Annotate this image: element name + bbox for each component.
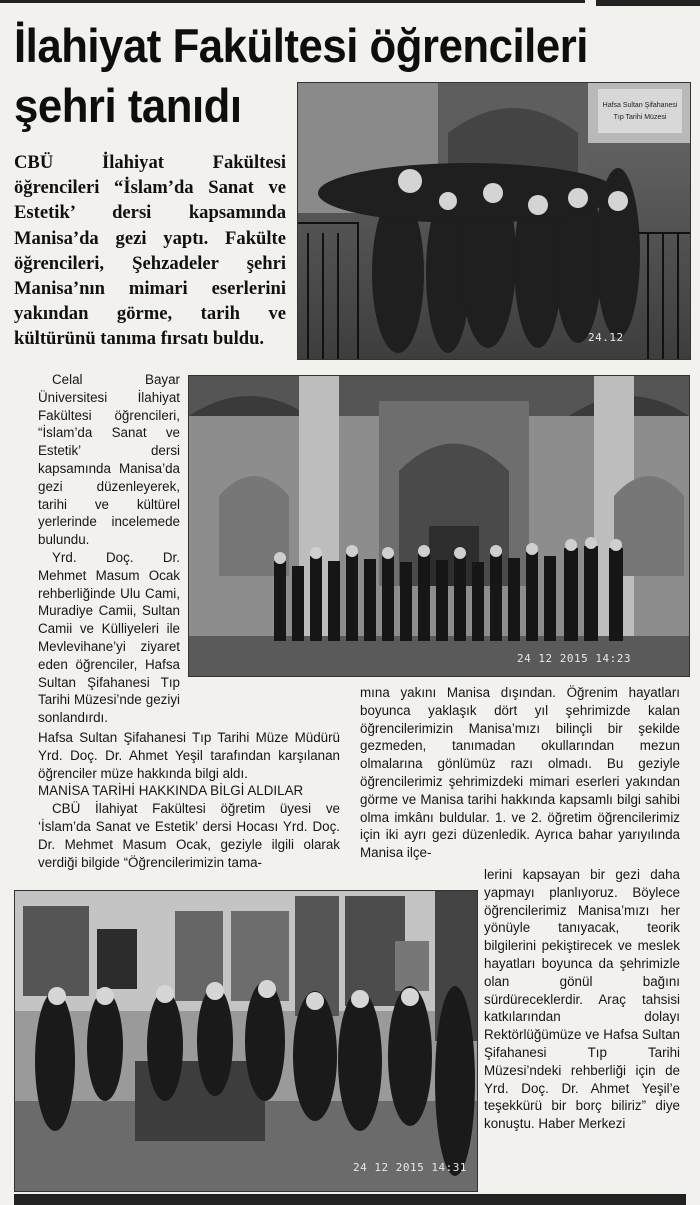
photo-museum-interior-graphic: [15, 891, 477, 1191]
photo3-timestamp: 24 12 2015 14:31: [353, 1161, 467, 1174]
paragraph-4: CBÜ İlahiyat Fakültesi öğretim üyesi ve ‘İslam’da Sanat ve Estetik’ dersi Hocası Yrd. Doç. Dr. Mehmet Masum Ocak, geziyle ilgili olarak verdiği bilgide “Öğrencilerimizin tama-: [38, 801, 340, 870]
photo-mosque-facade-graphic: [189, 376, 689, 676]
photo-museum-interior: [14, 890, 478, 1192]
body-column-left-lower: [38, 729, 340, 871]
top-rule-tab: [596, 0, 700, 6]
top-rule: [0, 0, 700, 6]
body-column-left: [38, 371, 180, 727]
photo2-timestamp: 24 12 2015 14:23: [517, 652, 631, 665]
photo-group-stairs-graphic: [298, 83, 690, 359]
photo-mosque-facade: [188, 375, 690, 677]
photo1-timestamp: 24.12: [588, 331, 624, 344]
photo-group-stairs: [297, 82, 691, 360]
paragraph-5: mına yakını Manisa dışından. Öğrenim hayatları boyunca yaklaşık dört yıl şehrimizde kalan öğrencilerimizin Manisa’mızı bilinçli bir şekilde gezmeden, tanımadan okullarından mezun olmalarına gönlümüz razı olmadı. Bu geziyle öğrencilerimiz şehrimizdeki mimari eserleri yakından görme ve Manisa tarihi hakkında kapsamlı bilgi sahibi olma imkânı buldular. 1. ve 2. öğretim öğrencilerimiz için iki ayrı gezi düzenledik. Ayrıca bahar yarıyılında Manisa ilçe-: [360, 685, 680, 861]
body-column-right: [360, 684, 680, 862]
next-article-strip: [0, 1192, 700, 1205]
paragraph-1: Celal Bayar Üniversitesi İlahiyat Fakültesi öğrencileri, “İslam’da Sanat ve Estetik’ dersi kapsamında Manisa’da gezi düzenleyerek, tarihi ve kültürel yerlerinde incelemede bulundu.: [38, 372, 180, 548]
next-article-bar: [14, 1194, 686, 1205]
subheading: MANİSA TARİHİ HAKKINDA BİLGİ ALDILAR: [38, 783, 304, 799]
photo1-sign-line-2: Tıp Tarihi Müzesi: [613, 114, 667, 121]
top-rule-bar: [0, 0, 585, 3]
paragraph-2: Yrd. Doç. Dr. Mehmet Masum Ocak rehberliğinde Ulu Cami, Muradiye Camii, Sultan Camii ve Külliyeleri ile Mevlevihane’yi ziyaret eden öğrenciler, Hafsa Sultan Şifahanesi Tıp Tarihi Müzesi’nde geziyi sonlandırdı.: [38, 549, 180, 726]
paragraph-6: lerini kapsayan bir gezi daha yapmayı planlıyoruz. Böylece öğrencilerimiz Manisa’mızı her yönüyle tanıyacak, teorik bilgilerini pekiştirecek ve meslek hayatları boyunca da şehrimizle olan gönül bağını sürdüreceklerdir. Araç tahsisi katkılarından dolayı Rektörlüğümüze ve Hafsa Sultan Şifahanesi Tıp Tarihi Müzesi’ndeki rehberliği için de Yrd. Doç. Dr. Ahmet Yeşil’e teşekkürü bir borç biliriz” diye konuştu. Haber Merkezi: [484, 867, 680, 1132]
paragraph-3: Hafsa Sultan Şifahanesi Tıp Tarihi Müze Müdürü Yrd. Doç. Dr. Ahmet Yeşil tarafından karşılanan öğrenciler müze hakkında bilgi aldı.: [38, 730, 340, 781]
headline-line-2: şehri tanıdı: [14, 79, 242, 132]
body-column-right-lower: [484, 866, 680, 1133]
photo1-sign-line-1: Hafsa Sultan Şifahanesi: [602, 102, 678, 109]
lead-paragraph: CBÜ İlahiyat Fakültesi öğrencileri “İslam’da Sanat ve Estetik’ dersi kapsamında Manisa’da gezi yaptı. Fakülte öğrencileri, Şehzadeler şehri Manisa’nın mimari eserlerini yakından görme, tarih ve kültürünü tanıma fırsatı buldu.: [14, 152, 286, 350]
headline-line-1: İlahiyat Fakültesi öğrencileri: [14, 19, 588, 72]
